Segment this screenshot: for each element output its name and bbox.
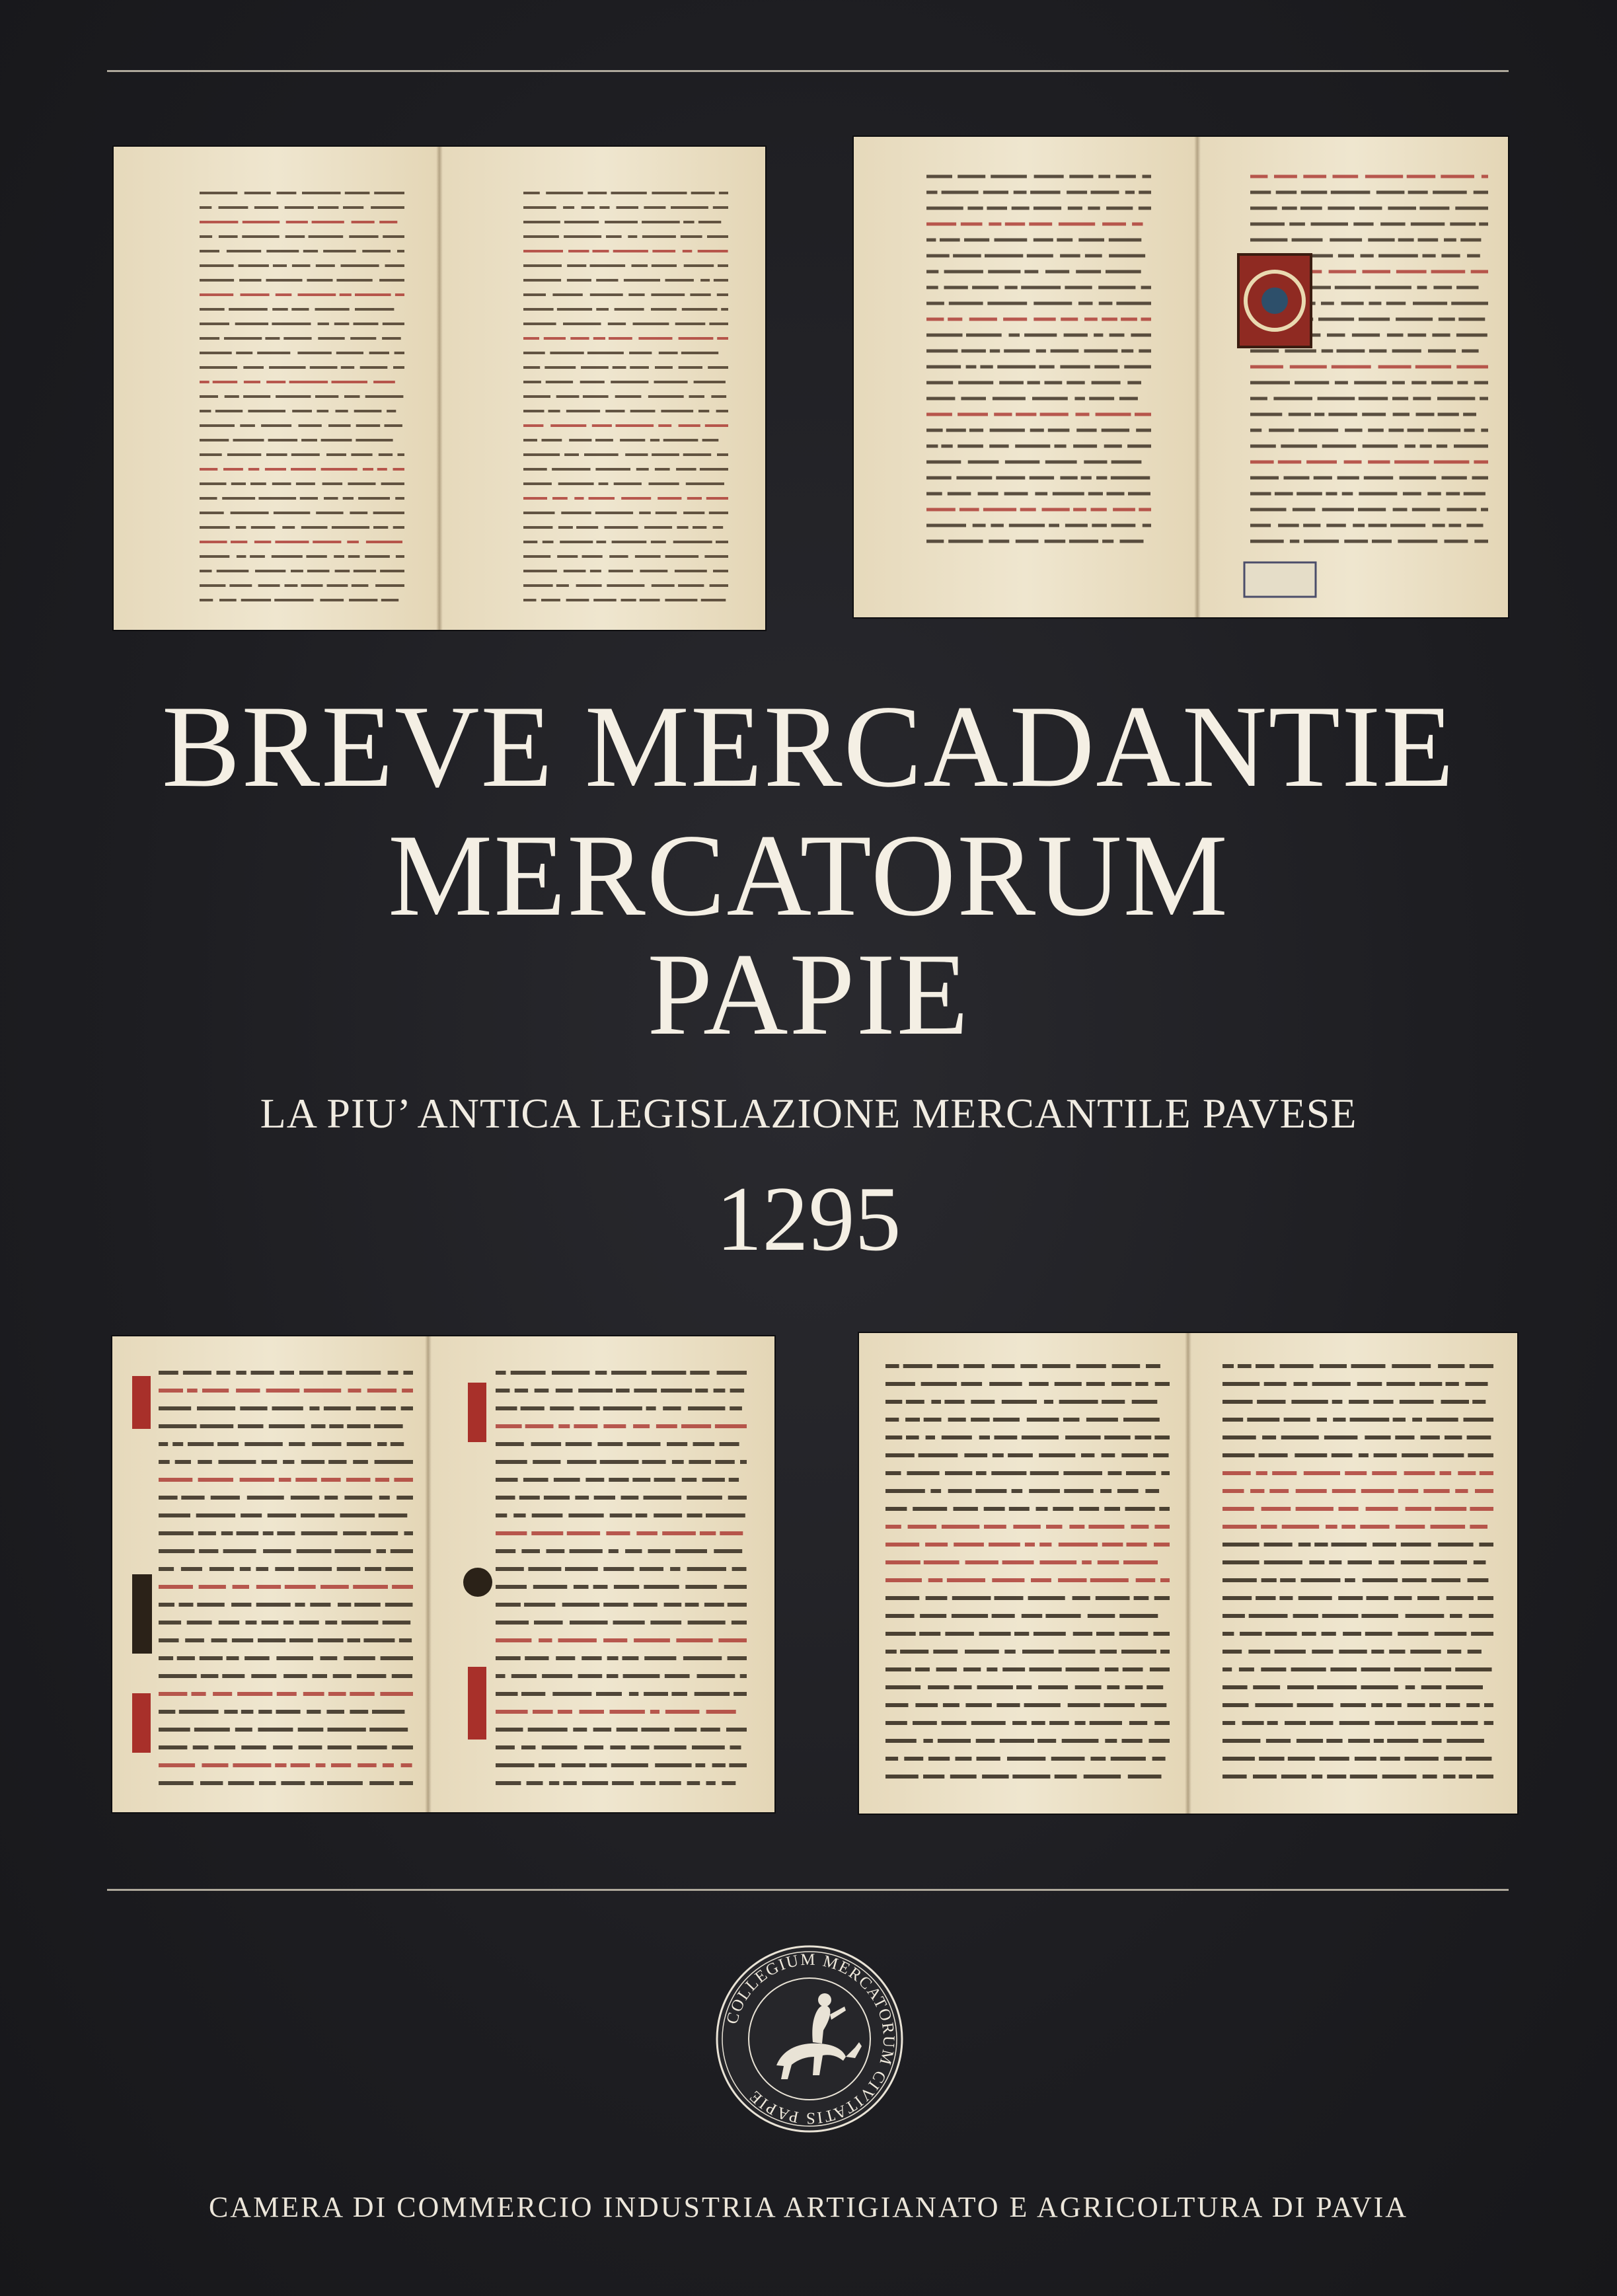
decorated-initial-4 [468, 1383, 486, 1442]
library-stamp [1244, 562, 1316, 597]
title-line-3: PAPIE [647, 929, 970, 1059]
decorated-initial-1 [132, 1376, 151, 1429]
decorated-initial-6 [468, 1667, 486, 1740]
manuscript-text-bottom-left [112, 1336, 774, 1812]
year: 1295 [716, 1168, 901, 1270]
manuscript-plate-top-left [114, 147, 765, 630]
bottom-rule [107, 1889, 1509, 1891]
decorated-initial-5 [463, 1568, 492, 1597]
manuscript-text-top-right [854, 137, 1508, 617]
manuscript-plate-top-right [854, 137, 1508, 617]
title-line-1: BREVE MERCADANTIE [161, 681, 1456, 812]
manuscript-text-top-left [114, 147, 765, 630]
decorated-initial-3 [132, 1693, 151, 1753]
collegium-seal-icon [714, 1943, 905, 2135]
manuscript-text-bottom-right [859, 1333, 1517, 1814]
manuscript-plate-bottom-right [859, 1333, 1517, 1814]
seal-legend: COLLEGIUM MERCATORUM CIVITATIS PAPIE [723, 1950, 898, 2127]
top-rule [107, 70, 1509, 72]
publisher-imprint: CAMERA DI COMMERCIO INDUSTRIA ARTIGIANATO E AGRICOLTURA DI PAVIA [208, 2191, 1409, 2223]
decorated-initial-2 [132, 1574, 152, 1654]
manuscript-plate-bottom-left [112, 1336, 774, 1812]
subtitle: LA PIU’ ANTICA LEGISLAZIONE MERCANTILE PAVESE [260, 1090, 1357, 1137]
title-line-2: MERCATORUM [388, 810, 1229, 940]
